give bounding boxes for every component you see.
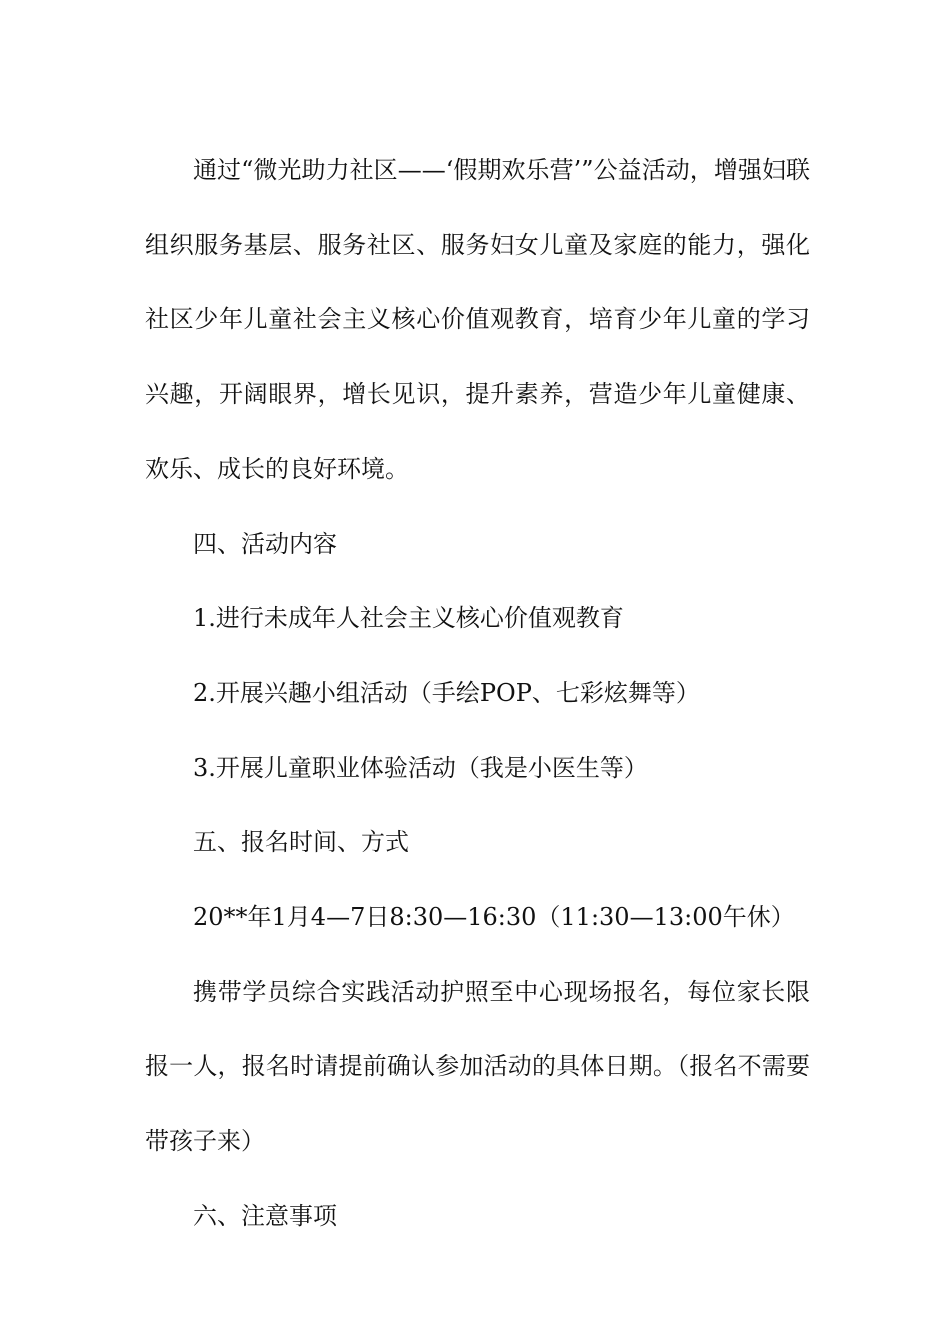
registration-time: 20**年1月4—7日8:30—16:30（11:30—13:00午休） (193, 903, 795, 932)
heading-registration: 五、报名时间、方式 (193, 828, 409, 857)
paragraph-purpose: 通过“微光助力社区——‘假期欢乐营’”公益活动，增强妇联组织服务基层、服务社区、服务妇女儿童及家庭的能力，强化社区少年儿童社会主义核心价值观教育，培育少年儿童的学习兴趣，开阔眼界，增长见识，提升素养，营造少年儿童健康、欢乐、成长的良好环境。 (145, 156, 810, 483)
heading-activity-content: 四、活动内容 (193, 529, 337, 558)
list-item-2: 2.开展兴趣小组活动（手绘POP、七彩炫舞等） (193, 678, 700, 707)
registration-method: 携带学员综合实践活动护照至中心现场报名，每位家长限报一人，报名时请提前确认参加活动的具体日期。（报名不需要带孩子来） (145, 977, 810, 1156)
list-item-1: 1.进行未成年人社会主义核心价值观教育 (193, 604, 624, 633)
list-item-3: 3.开展儿童职业体验活动（我是小医生等） (193, 753, 648, 782)
document-body (145, 133, 810, 1254)
heading-notes: 六、注意事项 (193, 1201, 337, 1230)
